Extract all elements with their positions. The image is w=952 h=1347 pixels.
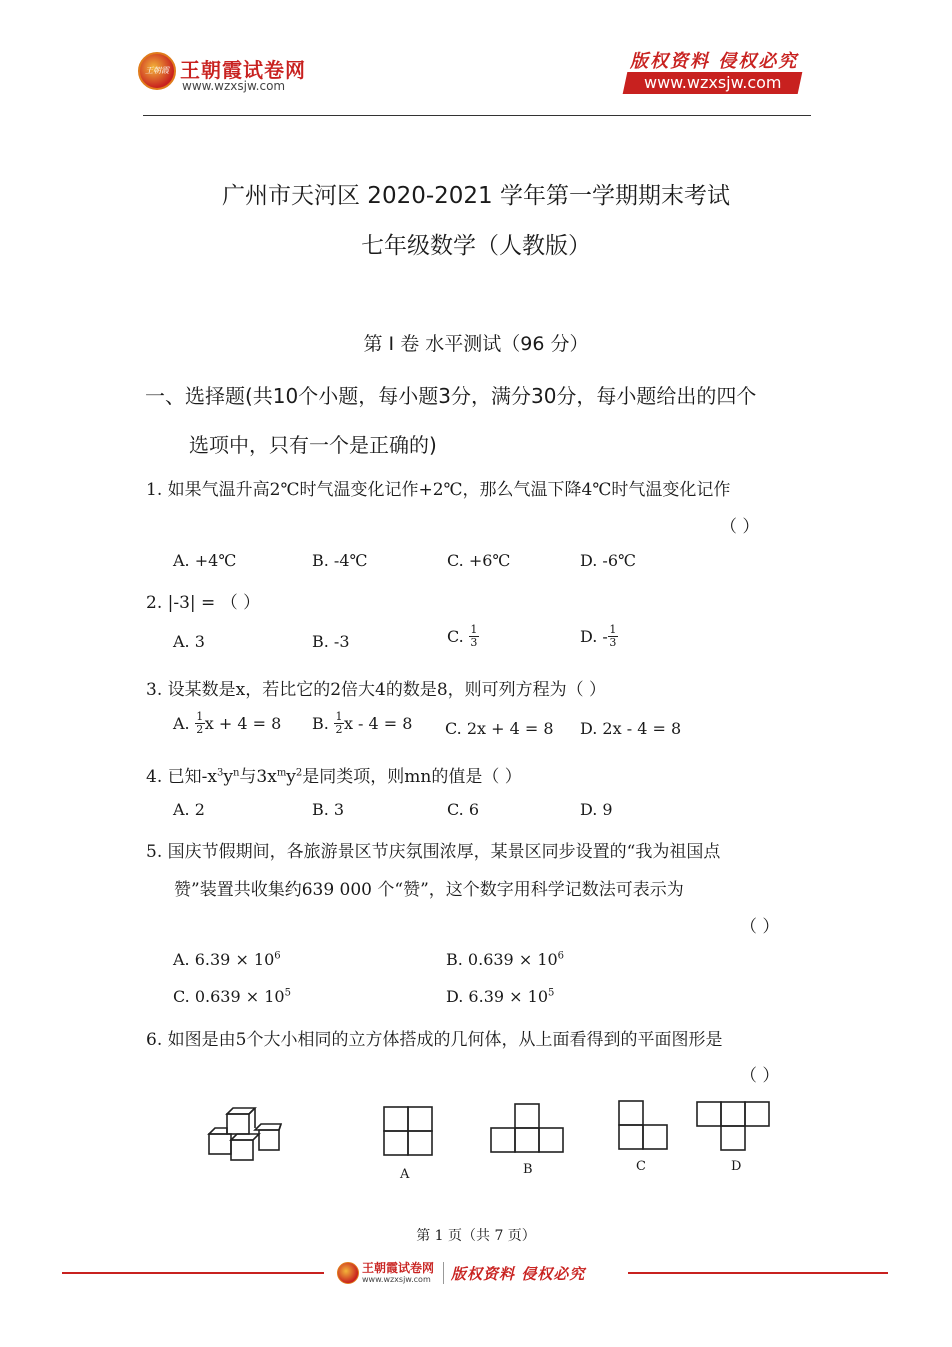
footer-separator: [443, 1262, 444, 1284]
exam-title: 广州市天河区 2020-2021 学年第一学期期末考试: [222, 183, 730, 209]
q5-option-b-text: B. 0.639 × 10: [446, 950, 558, 969]
frac-den: 3: [470, 636, 478, 649]
figure-option-d[interactable]: [695, 1100, 775, 1152]
q3-option-a-label: A.: [173, 714, 190, 733]
part-heading: 第 Ⅰ 卷 水平测试（96 分）: [363, 333, 589, 355]
frac-num: 1: [335, 710, 343, 723]
q4-option-b[interactable]: B. 3: [312, 800, 345, 819]
exponent: 5: [284, 987, 291, 999]
logo-name: 王朝霞试卷网: [180, 58, 306, 82]
cube-solid-figure: [205, 1100, 285, 1170]
header-divider: [143, 115, 811, 116]
footer-line-left: [62, 1272, 324, 1274]
q4-option-a[interactable]: A. 2: [173, 800, 205, 819]
q1-option-c[interactable]: C. +6℃: [447, 551, 511, 570]
q4-text: 是同类项，则mn的值是（ ）: [302, 767, 522, 787]
exponent: 5: [548, 987, 555, 999]
figure-label-c: C: [636, 1159, 646, 1174]
question-2: 2. |-3| = （ ）: [146, 593, 261, 613]
q3-option-a[interactable]: [173, 711, 281, 736]
q4-text: 与3x: [239, 767, 277, 787]
q4-option-d[interactable]: D. 9: [580, 800, 613, 819]
footer-copyright: 版权资料 侵权必究: [451, 1265, 586, 1283]
fraction: [469, 624, 479, 649]
q3-option-b-expr: x - 4 = 8: [343, 714, 413, 733]
logo-emblem-icon: [138, 52, 176, 90]
q5-option-a[interactable]: [173, 950, 281, 969]
frac-den: 2: [335, 723, 343, 736]
q2-option-a[interactable]: A. 3: [173, 632, 205, 651]
exponent: n: [232, 767, 240, 779]
q2-option-b[interactable]: B. -3: [312, 632, 350, 651]
exam-subtitle: 七年级数学（人教版）: [361, 233, 591, 259]
q5-option-c-text: C. 0.639 × 10: [173, 987, 285, 1006]
figure-option-c[interactable]: [617, 1099, 673, 1151]
question-3: 3. 设某数是x，若比它的2倍大4的数是8，则可列方程为（ ）: [146, 680, 607, 700]
q5-option-d[interactable]: [446, 987, 554, 1006]
q4-text: y: [286, 767, 296, 787]
fraction: [608, 624, 618, 649]
footer-logo-icon: [337, 1262, 359, 1284]
question-5: 5. 国庆节假期间，各旅游景区节庆氛围浓厚，某景区同步设置的“我为祖国点: [146, 842, 721, 862]
header-url-bar[interactable]: [623, 72, 803, 94]
q3-option-a-expr: x + 4 = 8: [204, 714, 282, 733]
frac-num: 1: [609, 623, 617, 636]
q2-option-c-label: C.: [447, 627, 464, 646]
exponent: 6: [274, 950, 281, 962]
footer-logo-name: 王朝霞试卷网: [362, 1261, 435, 1275]
footer-line-right: [628, 1272, 888, 1274]
q3-option-b-label: B.: [312, 714, 329, 733]
exponent: 2: [295, 767, 303, 779]
q4-text: 4. 已知-x: [146, 767, 217, 787]
frac-num: 1: [470, 623, 478, 636]
q1-option-d[interactable]: D. -6℃: [580, 551, 636, 570]
q2-option-d[interactable]: [580, 624, 618, 649]
fraction: [195, 711, 205, 736]
q3-option-d[interactable]: D. 2x - 4 = 8: [580, 719, 682, 738]
frac-den: 2: [196, 723, 204, 736]
figure-option-b[interactable]: [489, 1102, 569, 1154]
page-number: 第 1 页（共 7 页）: [416, 1228, 536, 1244]
q2-option-c[interactable]: [447, 624, 479, 649]
question-1: 1. 如果气温升高2℃时气温变化记作+2℃，那么气温下降4℃时气温变化记作: [146, 480, 731, 500]
copyright-notice: 版权资料 侵权必究: [630, 51, 799, 72]
answer-paren-5[interactable]: （ ）: [740, 917, 780, 937]
figure-label-a: A: [400, 1167, 410, 1182]
exponent: m: [276, 767, 287, 779]
question-6: 6. 如图是由5个大小相同的立方体搭成的几何体，从上面看得到的平面图形是: [146, 1030, 723, 1050]
figure-label-b: B: [523, 1162, 533, 1177]
q1-option-b[interactable]: B. -4℃: [312, 551, 368, 570]
section-heading-cont: 选项中，只有一个是正确的): [189, 433, 437, 457]
logo-url[interactable]: www.wzxsjw.com: [182, 79, 286, 93]
frac-num: 1: [196, 710, 204, 723]
header-url-text: www.wzxsjw.com: [643, 73, 782, 92]
section-heading: 一、选择题(共10个小题，每小题3分，满分30分，每小题给出的四个: [145, 384, 757, 408]
question-4: [146, 762, 522, 787]
exponent: 6: [557, 950, 565, 962]
q3-option-b[interactable]: [312, 711, 412, 736]
q5-option-d-text: D. 6.39 × 10: [446, 987, 548, 1006]
fraction: [334, 711, 344, 736]
q1-option-a[interactable]: A. +4℃: [173, 551, 237, 570]
q4-text: y: [223, 767, 233, 787]
header: [0, 0, 952, 120]
answer-paren-6[interactable]: （ ）: [740, 1066, 780, 1086]
frac-den: 3: [609, 636, 617, 649]
q5-option-a-text: A. 6.39 × 10: [173, 950, 275, 969]
figure-option-a[interactable]: [382, 1105, 438, 1157]
q4-option-c[interactable]: C. 6: [447, 800, 480, 819]
q2-option-d-label: D. -: [580, 627, 608, 646]
question-5-cont: 赞”装置共收集约639 000 个“赞”，这个数字用科学记数法可表示为: [174, 880, 684, 900]
answer-paren-1[interactable]: （ ）: [720, 517, 760, 537]
q5-option-b[interactable]: [446, 950, 564, 969]
exponent: 3: [216, 767, 224, 779]
logo-badge-text: 王朝霞: [145, 66, 169, 75]
q3-option-c[interactable]: C. 2x + 4 = 8: [445, 719, 554, 738]
q5-option-c[interactable]: [173, 987, 291, 1006]
footer-logo-url[interactable]: www.wzxsjw.com: [362, 1275, 431, 1284]
figure-label-d: D: [731, 1159, 742, 1174]
